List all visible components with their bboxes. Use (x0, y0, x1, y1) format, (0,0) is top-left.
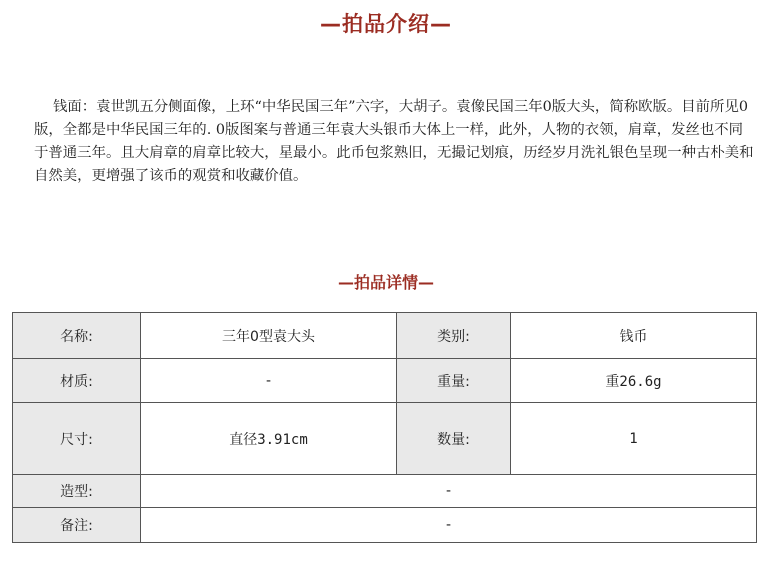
material-label: 材质: (13, 359, 141, 403)
size-label: 尺寸: (13, 403, 141, 475)
table-row (13, 359, 757, 403)
details-table (12, 312, 757, 543)
weight-value: 重26.6g (511, 359, 757, 403)
note-value: - (141, 508, 757, 543)
name-label: 名称: (13, 313, 141, 359)
table-row (13, 313, 757, 359)
quantity-label: 数量: (397, 403, 511, 475)
shape-label: 造型: (13, 475, 141, 508)
intro-paragraph: 钱面：袁世凯五分侧面像，上环“中华民国三年”六字，大胡子。袁像民国三年0版大头，简称欧版。目前所见0版，全都是中华民国三年的. 0版图案与普通三年袁大头银币大体上一样，此外，人物的衣领，肩章，发丝也不同于普通三年。且大肩章的肩章比较大，星最小。此币包浆熟旧，无撮记划痕，历经岁月洗礼银色呈现一种古朴美和自然美，更增强了该币的观赏和收藏价值。 (34, 99, 754, 184)
name-value: 三年0型袁大头 (141, 313, 397, 359)
details-title: —拍品详情— (337, 273, 434, 292)
intro-title: —拍品介绍— (320, 12, 452, 36)
material-value: - (141, 359, 397, 403)
note-label: 备注: (13, 508, 141, 543)
category-label: 类别: (397, 313, 511, 359)
weight-label: 重量: (397, 359, 511, 403)
shape-value: - (141, 475, 757, 508)
table-row (13, 508, 757, 543)
quantity-value: 1 (511, 403, 757, 475)
category-value: 钱币 (511, 313, 757, 359)
size-value: 直径3.91cm (141, 403, 397, 475)
table-row (13, 403, 757, 475)
table-row (13, 475, 757, 508)
